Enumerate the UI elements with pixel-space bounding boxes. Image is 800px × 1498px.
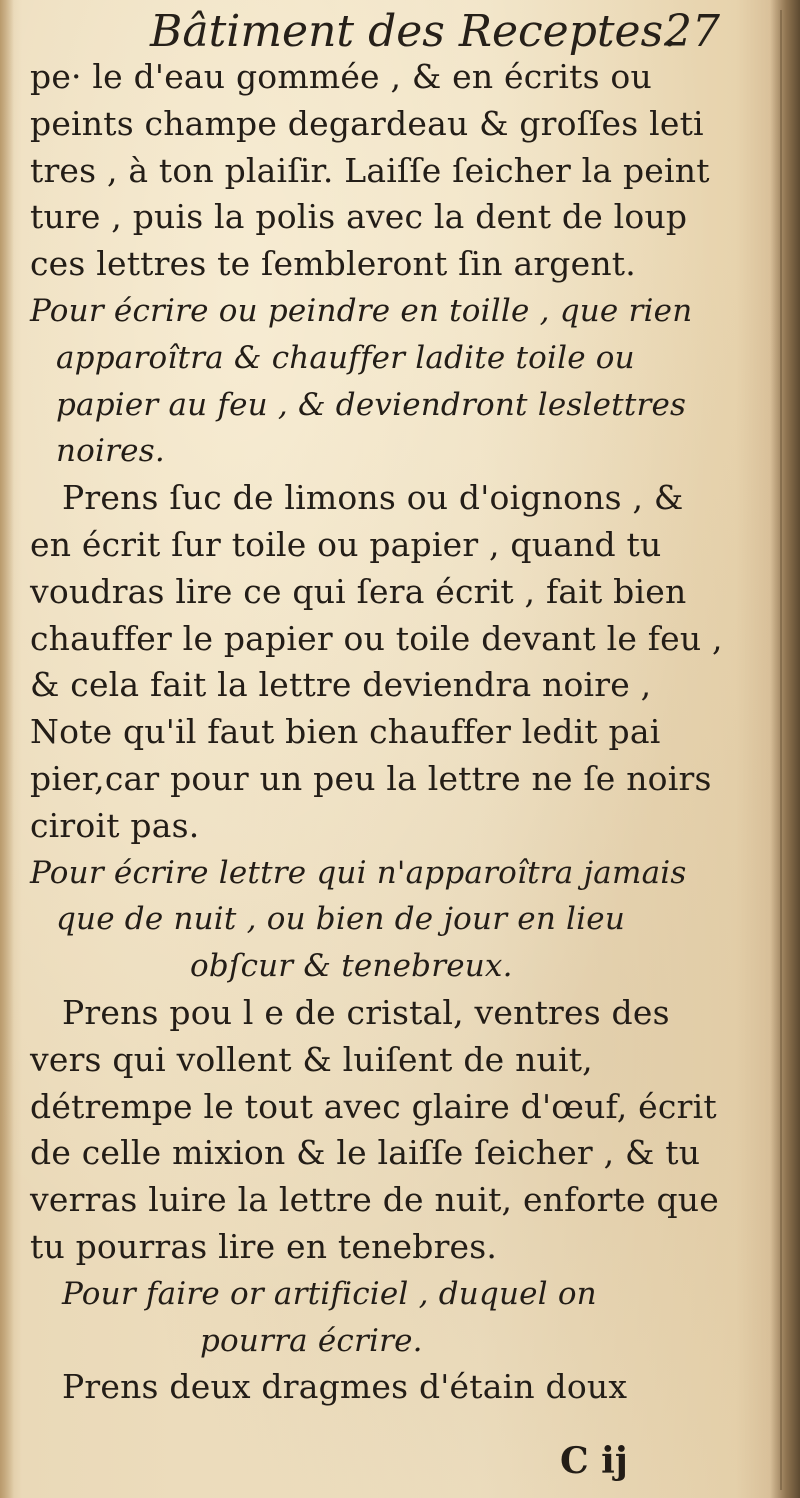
text-line: que de nuit , ou bien de jour en lieu [56, 901, 625, 938]
text-line: Prens ſuc de limons ou d'oignons , & [62, 478, 684, 518]
text-line: obſcur & tenebreux. [190, 948, 513, 985]
text-line: de celle mixion & le laiſſe ſeicher , & tu [30, 1133, 701, 1173]
text-line: verras luire la lettre de nuit, enforte que [30, 1180, 719, 1220]
text-line: ture , puis la polis avec la dent de loup [30, 197, 688, 237]
page-footer [560, 1440, 680, 1490]
running-title: Bâtiment des Receptes. [150, 6, 678, 57]
text-line: pe· le d'eau gommée , & en écrits ou [30, 57, 652, 96]
text-line: ciroit pas. [30, 805, 200, 845]
text-line: peints champe degardeau & groſſes leti [30, 103, 704, 143]
text-line: Pour écrire ou peindre en toille , que rien [30, 292, 693, 329]
text-line: voudras lire ce qui ſera écrit , fait bien [30, 571, 687, 611]
text-line: Pour faire or artificiel , duquel on [62, 1275, 597, 1312]
text-line: vers qui vollent & luiſent de nuit, [30, 1039, 593, 1079]
text-line: Pour écrire lettre qui n'apparoîtra jamais [30, 854, 687, 891]
text-line: détrempe le tout avec glaire d'œuf, écrit [30, 1086, 717, 1126]
text-line: noires. [56, 433, 165, 470]
page-header [0, 6, 780, 57]
text-line: Prens pou l e de cristal, ventres des [62, 992, 670, 1032]
text-block [0, 54, 780, 1411]
text-line: & cela fait la lettre deviendra noire , [30, 665, 652, 705]
text-line: chauffer le papier ou toile devant le feu , [30, 618, 723, 658]
page-edge-line [780, 10, 782, 1490]
text-line: papier au feu , & deviendront leslettres [56, 386, 687, 423]
text-line: pier,car pour un peu la lettre ne ſe noirs [30, 758, 712, 798]
signature-mark: C ij [560, 1440, 628, 1482]
text-line: ces lettres te ſembleront ſin argent. [30, 244, 636, 284]
text-line: Note qu'il faut bien chauffer ledit pai [30, 712, 661, 752]
text-line: pourra écrire. [200, 1322, 423, 1359]
text-line: apparoîtra & chauffer ladite toile ou [56, 339, 635, 376]
text-line: Prens deux dragmes d'étain doux [62, 1367, 628, 1407]
text-line: tu pourras lire en tenebres. [30, 1226, 498, 1266]
text-line: tres , à ton plaiſir. Laiſſe ſeicher la peint [30, 150, 710, 190]
page-number: 27 [664, 6, 720, 57]
text-line: en écrit ſur toile ou papier , quand tu [30, 524, 662, 564]
